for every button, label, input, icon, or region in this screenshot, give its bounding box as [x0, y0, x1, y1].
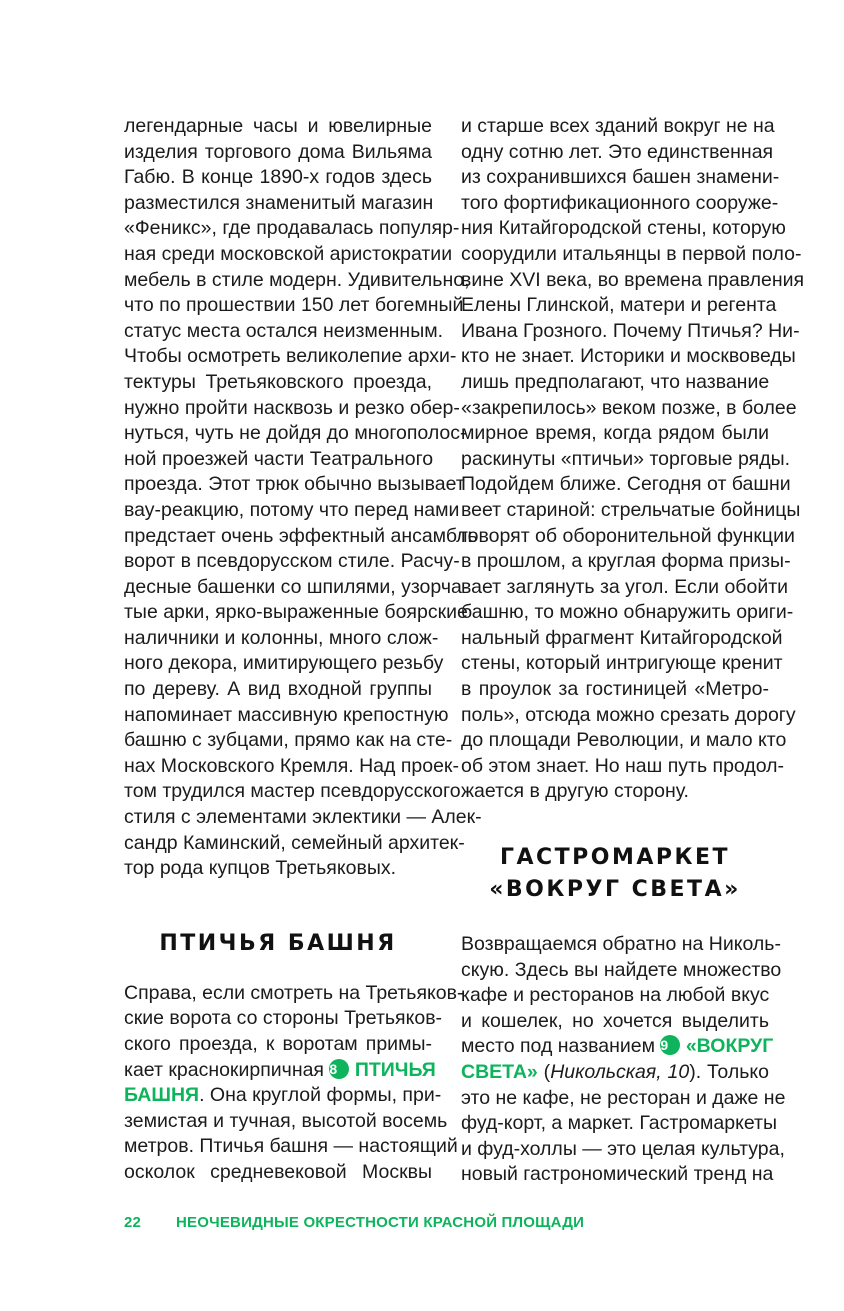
text-line: десные башенки со шпилями, узорча- [124, 575, 469, 598]
text-line: ского проезда, к воротам примы- [124, 1033, 432, 1055]
text-line: «Феникс», где продавалась популяр- [124, 217, 460, 240]
text-line: нужно пройти насквозь и резко обер- [124, 396, 460, 419]
text-line [124, 1058, 436, 1084]
heading-line: ГАСТРОМАРКЕТ [499, 845, 731, 871]
place-marker-8: 8 [329, 1059, 349, 1079]
section-heading-gastromarket [461, 842, 769, 906]
inline-text: ). Только [689, 1061, 769, 1083]
paragraph-tretyakov-gate [124, 344, 482, 881]
heading-line: «ВОКРУГ СВЕТА» [489, 877, 741, 903]
text-line [461, 1060, 769, 1086]
text-line: тор рода купцов Третьяковых. [124, 857, 397, 880]
text-line: вине XVI века, во времена правления [461, 268, 805, 291]
text-line: ворот в псевдорусском стиле. Расчу- [124, 550, 460, 573]
paragraph-gastromarket [461, 932, 786, 1188]
text-line: напоминает массивную крепостную [124, 703, 449, 726]
text-line: и фуд-холлы — это целая культура, [461, 1137, 785, 1160]
text-line [124, 1083, 442, 1109]
paragraph-bird-tower [124, 981, 464, 1186]
text-line: по дереву. А вид входной группы [124, 678, 432, 701]
place-marker-9: 9 [660, 1035, 680, 1055]
left-column [124, 114, 482, 1186]
text-line: веет стариной: стрельчатые бойницы [461, 498, 801, 521]
text-line: лишь предполагают, что название [461, 370, 770, 393]
text-line: земистая и тучная, высотой восемь [124, 1109, 448, 1132]
text-line: в проулок за гостиницей «Метро- [461, 678, 769, 701]
text-line: проезда. Этот трюк обычно вызывает [124, 473, 465, 496]
place-link-bird-tower-cont[interactable]: БАШНЯ [124, 1084, 200, 1107]
text-line: скую. Здесь вы найдете множество [461, 958, 782, 981]
text-line: башню, то можно обнаружить ориги- [461, 601, 794, 624]
section-heading-bird-tower: ПТИЧЬЯ БАШНЯ [159, 930, 397, 956]
right-column [461, 114, 805, 1188]
inline-text: . Она круглой формы, при- [199, 1084, 442, 1107]
text-line: наличники и колонны, много слож- [124, 626, 439, 649]
text-line: ские ворота со стороны Третьяков- [124, 1007, 443, 1030]
text-line: нуться, чуть не дойдя до многополос- [124, 422, 467, 445]
text-line: Габю. В конце 1890-х годов здесь [124, 166, 432, 189]
text-line: Подойдем ближе. Сегодня от башни [461, 473, 791, 496]
text-line: тые арки, ярко-выраженные боярские [124, 601, 468, 624]
place-link-vokrug-sveta-cont[interactable]: СВЕТА» [461, 1061, 538, 1083]
text-line: Справа, если смотреть на Третьяков- [124, 981, 464, 1004]
text-line: что по прошествии 150 лет богемный [124, 294, 464, 317]
text-line: одну сотню лет. Это единственная [461, 140, 774, 163]
text-line: соорудили итальянцы в первой поло- [461, 242, 802, 265]
text-line: осколок средневековой Москвы [124, 1160, 432, 1183]
text-line: статус места остался неизменным. [124, 319, 444, 342]
text-line: в прошлом, а круглая форма призы- [461, 550, 791, 573]
text-line: том трудился мастер псевдорусского [124, 780, 461, 803]
text-line: стиля с элементами эклектики — Алек- [124, 806, 482, 829]
paragraph-tower-history [461, 114, 805, 805]
text-line: из сохранившихся башен знамени- [461, 166, 780, 189]
text-line: «закрепилось» веком позже, в более [461, 396, 797, 419]
text-line: раскинуты «птичьи» торговые ряды. [461, 447, 791, 470]
text-line: метров. Птичья башня — настоящий [124, 1135, 458, 1158]
text-line: нах Московского Кремля. Над проек- [124, 754, 459, 777]
text-line: фуд-корт, а маркет. Гастромаркеты [461, 1112, 777, 1135]
text-line: Чтобы осмотреть великолепие архи- [124, 345, 457, 368]
text-line: сандр Каминский, семейный архитек- [124, 831, 465, 854]
inline-text: ( [537, 1061, 551, 1083]
inline-text: место под названием [461, 1035, 655, 1058]
text-line: это не кафе, не ресторан и даже не [461, 1086, 786, 1109]
text-line: того фортификационного сооруже- [461, 191, 779, 214]
text-line: и старше всех зданий вокруг не на [461, 115, 775, 137]
text-line: разместился знаменитый магазин [124, 191, 434, 214]
text-line: Ивана Грозного. Почему Птичья? Ни- [461, 319, 800, 342]
text-line: изделия торгового дома Вильяма [124, 140, 432, 163]
text-line: ного декора, имитирующего резьбу [124, 652, 444, 675]
text-line: ной проезжей части Театрального [124, 447, 434, 470]
text-line: нальный фрагмент Китайгородской [461, 626, 783, 649]
text-line: Елены Глинской, матери и регента [461, 294, 777, 317]
text-line: мебель в стиле модерн. Удивительно, [124, 268, 470, 291]
paragraph-shop-history [124, 114, 470, 344]
text-line: предстает очень эффектный ансамбль [124, 524, 478, 547]
page-number: 22 [124, 1214, 142, 1231]
text-line: тектуры Третьяковского проезда, [124, 370, 432, 393]
text-line: кто не знает. Историки и москвоведы [461, 345, 796, 368]
text-line: до площади Революции, и мало кто [461, 729, 787, 752]
text-line: Возвращаемся обратно на Николь- [461, 933, 781, 956]
text-line [461, 1034, 774, 1060]
page-footer [124, 1214, 584, 1231]
text-line: ния Китайгородской стены, которую [461, 217, 786, 240]
address-text: Никольская, 10 [550, 1061, 690, 1083]
running-title: НЕОЧЕВИДНЫЕ ОКРЕСТНОСТИ КРАСНОЙ ПЛОЩАДИ [176, 1214, 585, 1231]
text-line: жается в другую сторону. [461, 780, 689, 803]
text-line: легендарные часы и ювелирные [124, 115, 432, 137]
text-line: мирное время, когда рядом были [461, 422, 769, 445]
text-line: об этом знает. Но наш путь продол- [461, 754, 785, 777]
text-line: говорят об оборонительной функции [461, 524, 795, 547]
text-line: ная среди московской аристократии [124, 242, 453, 265]
text-line: стены, который интригующе кренит [461, 652, 783, 675]
text-line: кафе и ресторанов на любой вкус [461, 984, 770, 1007]
text-line: башню с зубцами, прямо как на сте- [124, 729, 453, 752]
place-link-bird-tower[interactable]: ПТИЧЬЯ [354, 1058, 436, 1081]
text-line: поль», отсюда можно срезать дорогу [461, 703, 796, 726]
place-link-vokrug-sveta[interactable]: «ВОКРУГ [685, 1035, 774, 1058]
text-line: вау-реакцию, потому что перед нами [124, 498, 460, 521]
inline-text: кает краснокирпичная [124, 1058, 324, 1081]
text-line: и кошелек, но хочется выделить [461, 1009, 769, 1032]
text-line: вает заглянуть за угол. Если обойти [461, 575, 789, 598]
text-line: новый гастрономический тренд на [461, 1163, 774, 1186]
